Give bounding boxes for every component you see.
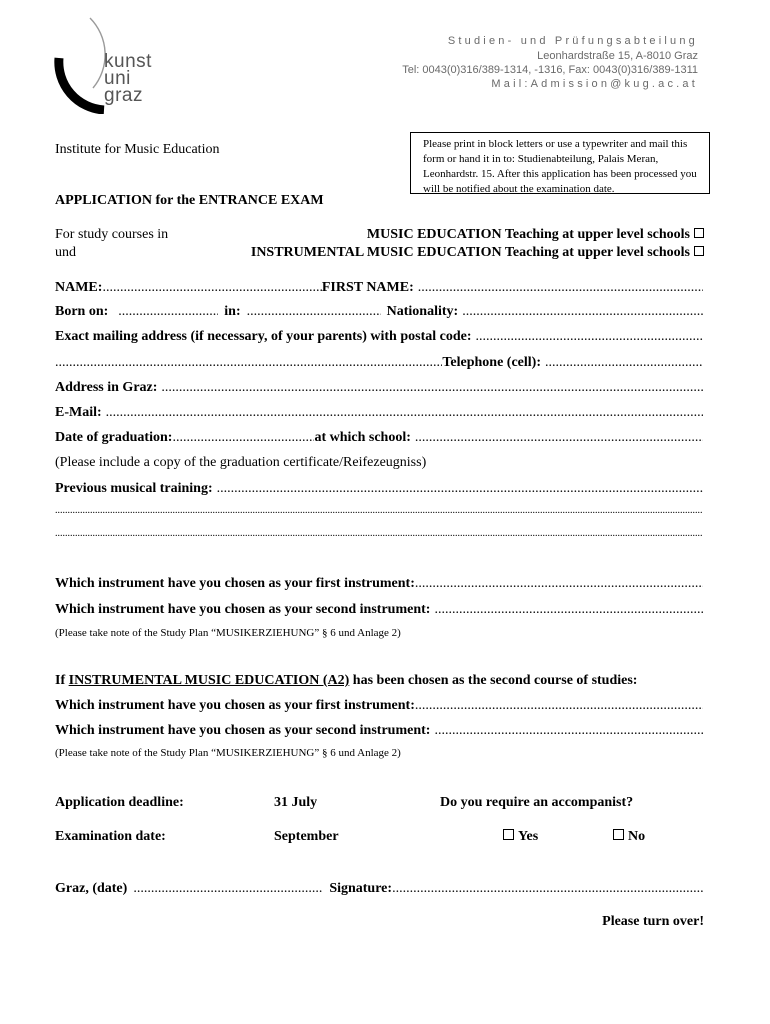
address-graz-label: Address in Graz: bbox=[55, 380, 158, 395]
a2-prefix: If bbox=[55, 673, 66, 688]
accompanist-no-label: No bbox=[628, 829, 646, 844]
musical-training-label: Previous musical training: bbox=[55, 481, 213, 496]
accompanist-question: Do you require an accompanist? bbox=[440, 795, 634, 810]
mailing-address-field[interactable] bbox=[476, 329, 704, 345]
telephone-field[interactable] bbox=[545, 355, 703, 371]
birthplace-field[interactable] bbox=[247, 304, 381, 320]
header-mail: Mail:Admission@kug.ac.at bbox=[491, 78, 698, 90]
place-date-label: Graz, (date) bbox=[55, 881, 128, 896]
exam-date-value: September bbox=[274, 829, 339, 844]
logo-line-kunst: kunst bbox=[104, 51, 152, 72]
form-title: APPLICATION for the ENTRANCE EXAM bbox=[55, 193, 324, 208]
name-row bbox=[55, 280, 703, 296]
course-instrumental-label: INSTRUMENTAL MUSIC EDUCATION Teaching at upper level schools bbox=[250, 245, 690, 260]
graduation-date-label: Date of graduation: bbox=[55, 430, 173, 445]
study-plan-note: (Please take note of the Study Plan “MUSIKERZIEHUNG” § 6 und Anlage 2) bbox=[55, 627, 401, 639]
a2-first-instrument-label: Which instrument have you chosen as your first instrument: bbox=[55, 698, 415, 713]
date-field[interactable] bbox=[133, 881, 323, 897]
born-on-field[interactable] bbox=[118, 304, 218, 320]
course-music-education[interactable] bbox=[367, 227, 704, 243]
school-field[interactable] bbox=[415, 430, 703, 446]
school-label: at which school: bbox=[314, 430, 411, 445]
first-name-field[interactable] bbox=[418, 280, 703, 296]
exam-date-label: Examination date: bbox=[55, 829, 166, 844]
musical-training-row-3 bbox=[55, 528, 703, 539]
name-field[interactable] bbox=[102, 280, 321, 296]
signature-label: Signature: bbox=[329, 881, 393, 896]
kug-logo-text bbox=[104, 53, 152, 104]
institute-name: Institute for Music Education bbox=[55, 142, 220, 157]
first-instrument-label: Which instrument have you chosen as your first instrument: bbox=[55, 576, 415, 591]
telephone-label: Telephone (cell): bbox=[442, 355, 541, 370]
musical-training-field-3[interactable] bbox=[55, 528, 703, 539]
mailing-address-row bbox=[55, 329, 703, 345]
musical-training-field[interactable] bbox=[217, 481, 703, 497]
accompanist-no-checkbox[interactable] bbox=[613, 829, 624, 840]
turn-over-note: Please turn over! bbox=[602, 914, 704, 929]
a2-course: INSTRUMENTAL MUSIC EDUCATION (A2) bbox=[68, 673, 350, 688]
certificate-note: (Please include a copy of the graduation certificate/Reifezeugniss) bbox=[55, 455, 427, 470]
second-instrument-row bbox=[55, 602, 703, 618]
logo-line-uni: uni bbox=[104, 68, 131, 89]
course-instrumental-checkbox[interactable] bbox=[694, 246, 704, 256]
musical-training-field-2[interactable] bbox=[55, 505, 703, 516]
graduation-row bbox=[55, 430, 703, 446]
second-instrument-field[interactable] bbox=[434, 602, 703, 618]
email-field[interactable] bbox=[106, 405, 703, 421]
deadline-label: Application deadline: bbox=[55, 795, 184, 810]
nationality-field[interactable] bbox=[462, 304, 703, 320]
logo-line-graz: graz bbox=[104, 85, 143, 106]
nationality-label: Nationality: bbox=[386, 304, 459, 319]
a2-second-instrument-row bbox=[55, 723, 703, 739]
first-instrument-field[interactable] bbox=[415, 576, 703, 592]
course-music-education-checkbox[interactable] bbox=[694, 228, 704, 238]
address-graz-row bbox=[55, 380, 703, 396]
course-music-education-label: MUSIC EDUCATION Teaching at upper level schools bbox=[366, 227, 690, 242]
mailing-telephone-row bbox=[55, 355, 703, 371]
birthplace-label: in: bbox=[224, 304, 241, 319]
born-on-label: Born on: bbox=[55, 304, 109, 319]
second-instrument-label: Which instrument have you chosen as your second instrument: bbox=[55, 602, 431, 617]
header-address: Leonhardstraße 15, A-8010 Graz bbox=[537, 50, 698, 62]
mailing-address-label: Exact mailing address (if necessary, of your parents) with postal code: bbox=[55, 329, 472, 344]
a2-first-instrument-row bbox=[55, 698, 703, 714]
accompanist-yes-checkbox[interactable] bbox=[503, 829, 514, 840]
accompanist-no[interactable] bbox=[613, 829, 645, 845]
name-label: NAME: bbox=[55, 280, 103, 295]
mailing-address-field-2[interactable] bbox=[55, 355, 442, 371]
accompanist-yes[interactable] bbox=[503, 829, 538, 845]
deadline-value: 31 July bbox=[274, 795, 318, 810]
accompanist-yes-label: Yes bbox=[518, 829, 539, 844]
course-instrumental-music-education[interactable] bbox=[251, 245, 704, 261]
address-graz-field[interactable] bbox=[161, 380, 703, 396]
study-courses-und: und bbox=[55, 245, 76, 260]
musical-training-row-2 bbox=[55, 505, 703, 516]
kug-logo-arc bbox=[50, 14, 110, 114]
a2-study-plan-note: (Please take note of the Study Plan “MUSIKERZIEHUNG” § 6 und Anlage 2) bbox=[55, 747, 401, 759]
a2-suffix: has been chosen as the second course of studies: bbox=[352, 673, 638, 688]
musical-training-row bbox=[55, 481, 703, 497]
signature-field[interactable] bbox=[392, 881, 703, 897]
signature-row bbox=[55, 881, 703, 897]
a2-first-instrument-field[interactable] bbox=[415, 698, 703, 714]
a2-second-instrument-label: Which instrument have you chosen as your second instrument: bbox=[55, 723, 431, 738]
email-label: E-Mail: bbox=[55, 405, 102, 420]
header-phone: Tel: 0043(0)316/389-1314, -1316, Fax: 0043(0)316/389-1311 bbox=[402, 64, 698, 76]
first-instrument-row bbox=[55, 576, 703, 592]
first-name-label: FIRST NAME: bbox=[321, 280, 414, 295]
a2-heading bbox=[55, 673, 637, 689]
birth-row bbox=[55, 304, 703, 320]
instructions-box: Please print in block letters or use a typewriter and mail this form or hand it in to: Studienabteilung, Palais Meran, Leonhardstr. 15. After this application has been processed you will be notified about the examination date. bbox=[410, 132, 710, 194]
a2-second-instrument-field[interactable] bbox=[434, 723, 703, 739]
graduation-date-field[interactable] bbox=[172, 430, 314, 446]
email-row bbox=[55, 405, 703, 421]
study-courses-intro: For study courses in bbox=[55, 227, 169, 242]
header-department: Studien- und Prüfungsabteilung bbox=[447, 35, 698, 47]
